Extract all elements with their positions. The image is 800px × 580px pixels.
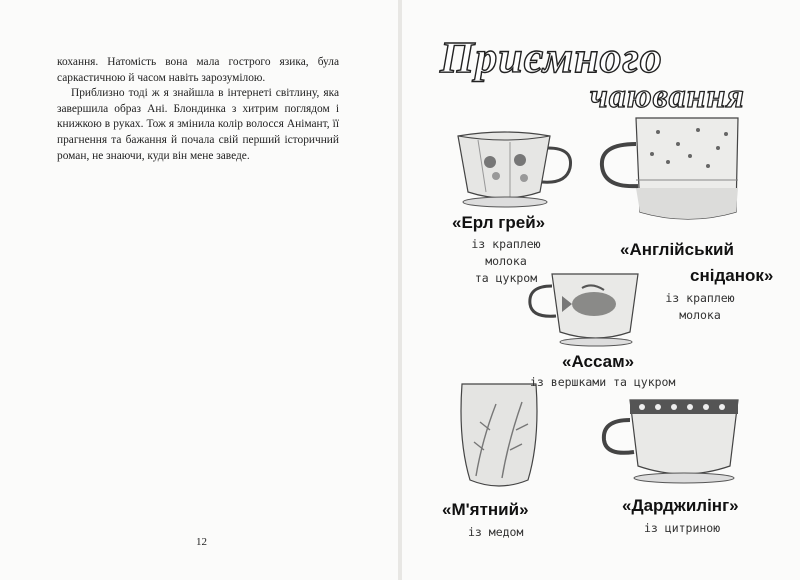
left-page bbox=[0, 0, 398, 580]
mint-note: із медом bbox=[468, 525, 524, 539]
paragraph: кохання. Натомість вона мала гострого язика, була саркастичною й часом навіть зарозумілою. bbox=[57, 56, 339, 84]
mint-name: «М'ятний» bbox=[442, 500, 529, 519]
body-text bbox=[57, 55, 339, 164]
title-line-1: Приємного bbox=[440, 33, 663, 82]
paragraph: Приблизно тоді ж я знайшла в інтернеті світлину, яка завершила образ Ані. Блондинка з хитрим поглядом і книжкою в руках. Тож я змінила колір волосся Анімант, її прагнення та бажання й почала свій перший історичний роман, не знаючи, куди він мене заведе. bbox=[57, 87, 339, 162]
assam-name: «Ассам» bbox=[562, 352, 635, 371]
english-breakfast-mug-illustration bbox=[598, 114, 748, 230]
mint-glass-illustration bbox=[456, 380, 542, 492]
earl-grey-name: «Ерл грей» bbox=[452, 213, 546, 232]
note-line: із краплею bbox=[471, 237, 541, 251]
darjeeling-name: «Дарджилінг» bbox=[622, 496, 739, 515]
assam-note: із вершками та цукром bbox=[530, 375, 676, 389]
english-breakfast-note bbox=[650, 290, 750, 324]
note-line: із краплею bbox=[665, 291, 735, 305]
note-line: молока bbox=[485, 254, 527, 268]
english-breakfast-name-line1: «Англійський bbox=[620, 240, 734, 259]
title-line-2: чаювання bbox=[590, 78, 745, 115]
earl-grey-cup-illustration bbox=[450, 130, 580, 210]
darjeeling-cup-illustration bbox=[598, 390, 744, 486]
darjeeling-note: із цитриною bbox=[644, 521, 721, 535]
earl-grey-note bbox=[452, 236, 560, 287]
english-breakfast-name-line2: сніданок» bbox=[690, 266, 774, 285]
note-line: та цукром bbox=[474, 271, 538, 285]
note-line: молока bbox=[679, 308, 721, 322]
page-number: 12 bbox=[196, 536, 207, 548]
